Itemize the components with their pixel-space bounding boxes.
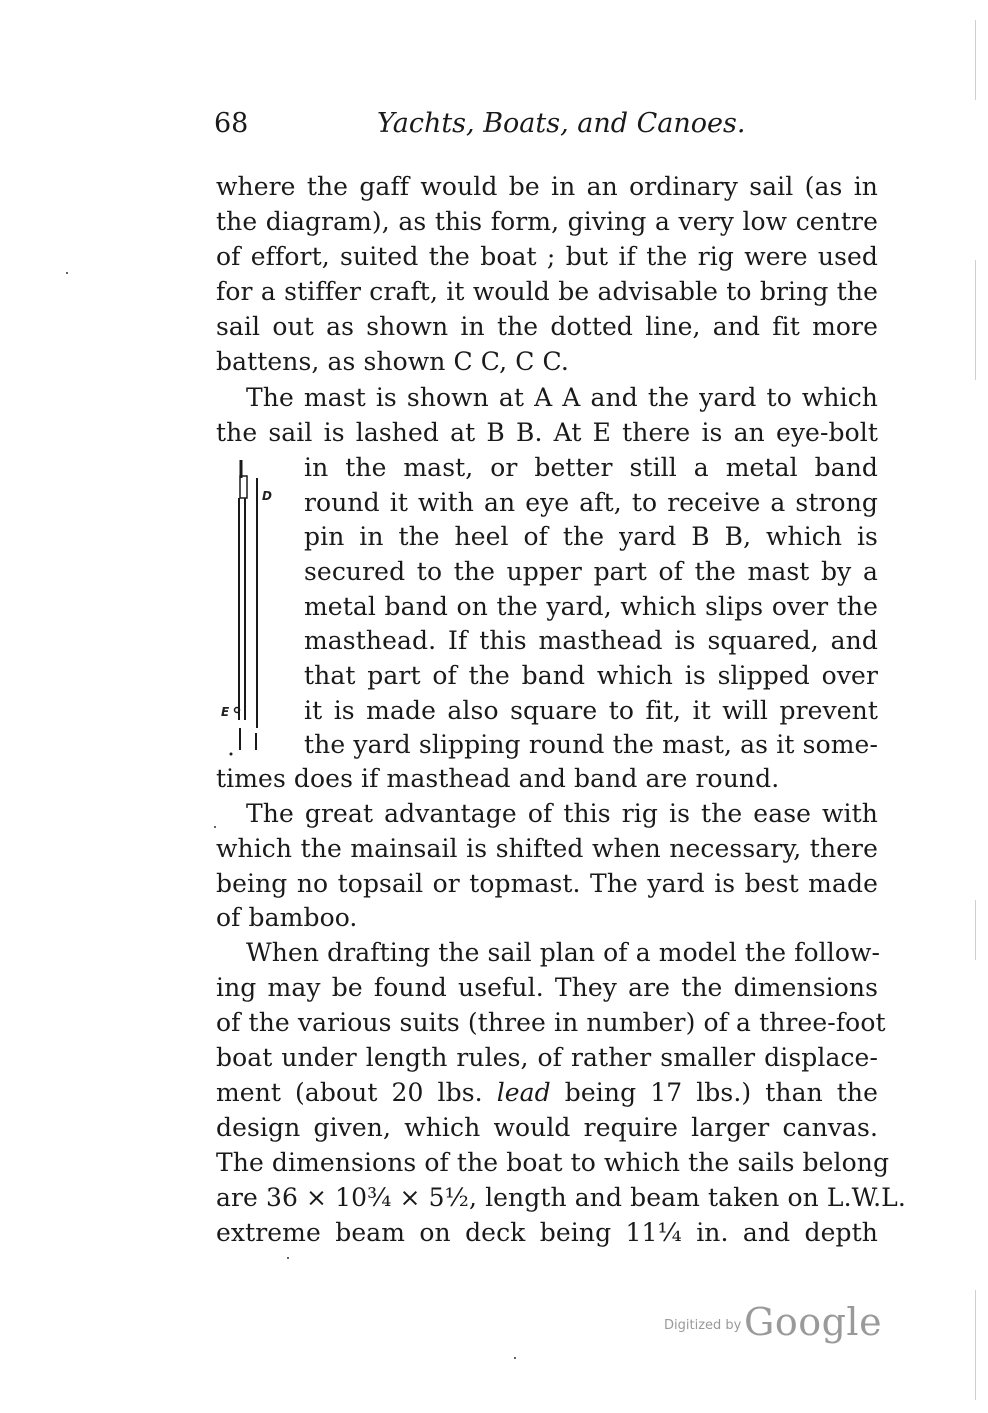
figure-label-d: D: [262, 489, 272, 503]
page-number: 68: [214, 108, 249, 139]
scan-speck: [287, 1257, 289, 1259]
google-logo: Google: [744, 1300, 883, 1344]
text-line: extreme beam on deck being 11¼ in. and depth: [216, 1218, 878, 1247]
text-line: design given, which would require larger canvas.: [216, 1113, 878, 1142]
running-title: Yachts, Boats, and Canoes.: [377, 108, 746, 139]
text-line: of the various suits (three in number) of a three-foot: [216, 1008, 886, 1037]
text-line: that part of the band which is slipped over: [304, 661, 878, 690]
text-run: ment (about 20 lbs.: [216, 1078, 483, 1107]
text-line: masthead. If this masthead is squared, and: [304, 626, 878, 655]
text-line: the yard slipping round the mast, as it some-: [304, 730, 878, 759]
text-line: metal band on the yard, which slips over the: [304, 592, 878, 621]
text-line: round it with an eye aft, to receive a strong: [304, 488, 878, 517]
text-line: boat under length rules, of rather smaller displace-: [216, 1043, 878, 1072]
text-line: of bamboo.: [216, 903, 358, 932]
text-line: The great advantage of this rig is the ease with: [246, 799, 878, 828]
scan-edge-rule: [975, 20, 976, 100]
text-line: for a stiffer craft, it would be advisable to bring the: [216, 277, 878, 306]
text-line: The mast is shown at A A and the yard to which: [246, 383, 878, 412]
scan-speck: [214, 826, 216, 828]
text-line: it is made also square to fit, it will prevent: [304, 696, 878, 725]
scan-edge-rule: [975, 260, 976, 380]
text-line: battens, as shown C C, C C.: [216, 347, 569, 376]
scan-speck: [66, 272, 68, 274]
text-line: being no topsail or topmast. The yard is best made: [216, 869, 878, 898]
text-line: When drafting the sail plan of a model the follow-: [246, 938, 881, 967]
text-run: being 17 lbs.) than the: [564, 1078, 879, 1107]
watermark-prefix: Digitized by: [664, 1318, 742, 1333]
scan-edge-rule: [975, 1290, 976, 1400]
digitized-watermark: [664, 1300, 884, 1350]
text-line: the sail is lashed at B B. At E there is an eye-bolt: [216, 418, 878, 447]
scan-speck: [514, 1357, 516, 1359]
text-line: the diagram), as this form, giving a very low centre: [216, 207, 878, 236]
text-line: ing may be found useful. They are the dimensions: [216, 973, 878, 1002]
text-line-mixed: [216, 1078, 878, 1108]
italic-word-lead: lead: [496, 1078, 551, 1107]
text-line: of effort, suited the boat ; but if the rig were used: [216, 242, 878, 271]
text-line: where the gaff would be in an ordinary sail (as in: [216, 172, 878, 201]
text-line: The dimensions of the boat to which the sails belong: [216, 1148, 890, 1177]
text-line: times does if masthead and band are round.: [216, 764, 780, 793]
text-line: sail out as shown in the dotted line, and fit more: [216, 312, 878, 341]
text-line: in the mast, or better still a metal band: [304, 453, 878, 482]
text-line: secured to the upper part of the mast by a: [304, 557, 878, 586]
text-line: pin in the heel of the yard B B, which is: [304, 522, 878, 551]
page-header: [214, 108, 878, 148]
scan-edge-rule: [975, 900, 976, 960]
mast-diagram: [220, 458, 290, 758]
text-line: which the mainsail is shifted when necessary, there: [216, 834, 878, 863]
text-line: are 36 × 10¾ × 5½, length and beam taken on L.W.L.: [216, 1183, 906, 1212]
figure-label-e: E: [221, 705, 230, 719]
